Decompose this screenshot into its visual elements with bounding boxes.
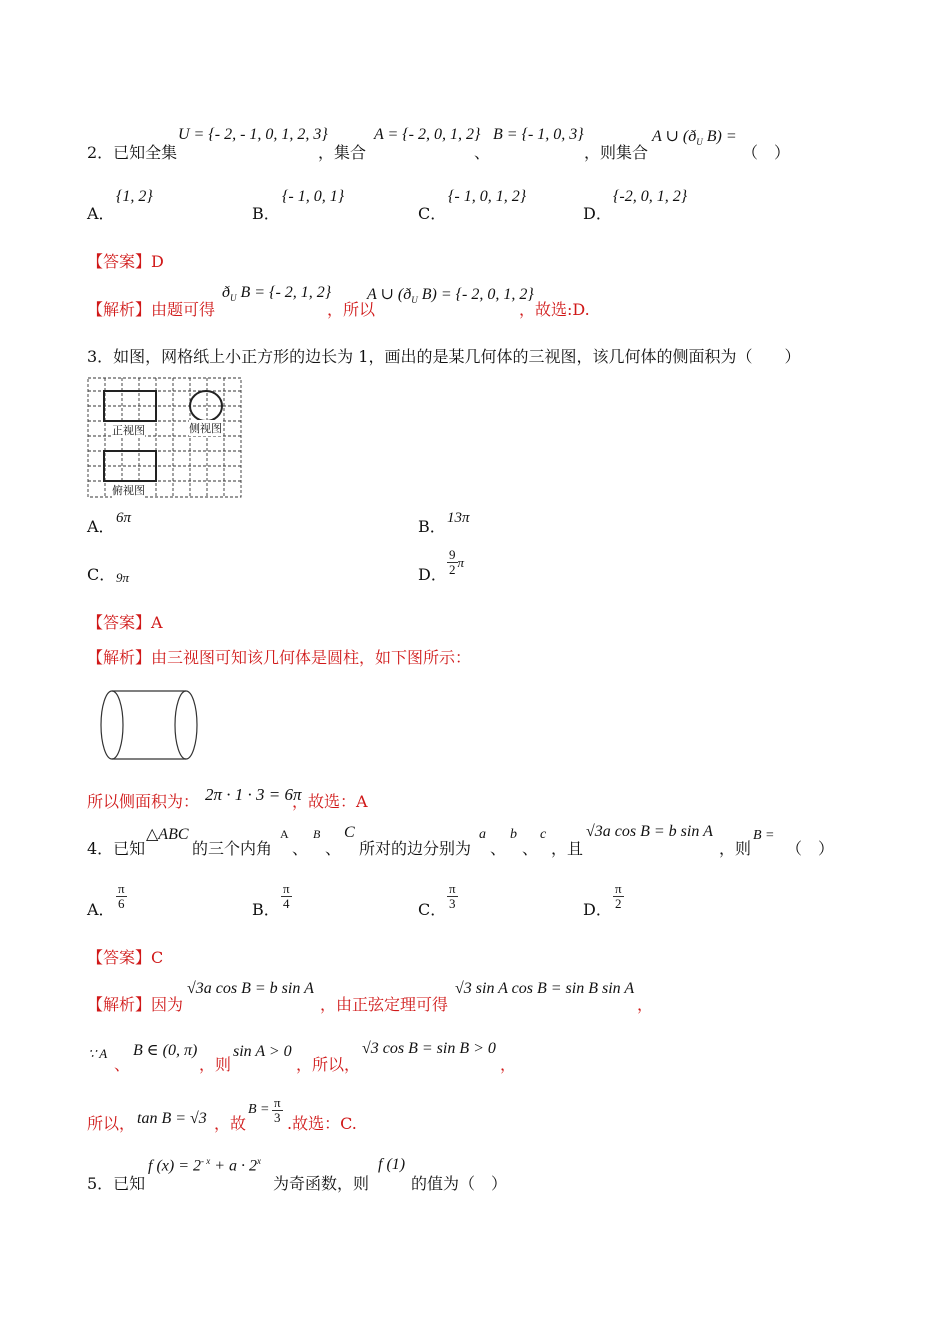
q4-text: ，则 xyxy=(199,1055,232,1074)
q2-expression: A ∪ ($ð_U$ B) = xyxy=(652,128,737,148)
q4-ask: B = xyxy=(753,828,775,843)
label-side-view: 侧视图 xyxy=(189,422,222,435)
q4-option-b-label: B． xyxy=(252,900,280,919)
q4-sep: 、 xyxy=(325,839,342,858)
q4-option-a-value: $\frac{\pi}{6}$ xyxy=(118,881,125,912)
q4-text: ，且 xyxy=(551,839,584,858)
q3-option-c-value: 9π xyxy=(116,570,130,585)
q3-analysis: 【解析】由三视图可知该几何体是圆柱，如下图所示： xyxy=(87,648,472,667)
q4-b-value: $\frac{\pi}{3}$ xyxy=(274,1095,281,1126)
q3-option-a-value: 6π xyxy=(116,510,132,526)
q4-sep: 、 xyxy=(490,839,507,858)
q4-angle-b: B xyxy=(313,827,321,841)
cylinder-right-face xyxy=(175,691,197,759)
q4-analysis-end: ， xyxy=(637,995,654,1014)
cylinder-left-face xyxy=(101,691,123,759)
q3-answer: 【答案】A xyxy=(87,613,163,632)
q4-cos-relation: √3 cos B = sin B > 0 xyxy=(362,1040,496,1057)
q4-side-b: b xyxy=(510,827,517,842)
q4-text: ，故 xyxy=(214,1114,247,1133)
q2-option-d-label: D． xyxy=(583,204,612,223)
q2-option-b-label: B． xyxy=(252,204,280,223)
q2-analysis-complement: $ð_U$ B = {- 2, 1, 2} xyxy=(222,284,332,304)
q2-option-d-value: {-2, 0, 1, 2} xyxy=(613,188,688,205)
q2-option-a-label: A． xyxy=(87,204,115,223)
q2-stem: 2．已知全集 xyxy=(87,143,178,162)
q2-option-a-value: {1, 2} xyxy=(116,188,153,205)
q3-conclusion-end: ，故选：A xyxy=(292,792,368,811)
q2-analysis-label: 【解析】由题可得 xyxy=(87,300,216,319)
q4-sin-a-positive: sin A > 0 xyxy=(233,1043,292,1060)
q4-analysis-label: 【解析】因为 xyxy=(87,995,184,1014)
q4-answer: 【答案】C xyxy=(87,948,164,967)
q4-range: B ∈ (0, π) xyxy=(133,1042,198,1059)
q4-option-a-label: A． xyxy=(87,900,115,919)
q4-stem: 4．已知 xyxy=(87,839,146,858)
q3-stem: 3．如图，网格纸上小正方形的边长为 1，画出的是某几何体的三视图，该几何体的侧面积为（ ） xyxy=(87,347,801,366)
q2-option-b-value: {- 1, 0, 1} xyxy=(282,188,345,205)
q4-conclusion: .故选：C. xyxy=(287,1114,357,1133)
q4-b-equals: B = xyxy=(248,1102,270,1117)
q2-analysis-union: A ∪ ($ð_U$ B) = {- 2, 0, 1, 2} xyxy=(367,286,534,306)
q4-triangle: △ABC xyxy=(146,826,189,843)
q4-text: 所对的边分别为 xyxy=(359,839,472,858)
q2-option-c-value: {- 1, 0, 1, 2} xyxy=(448,188,527,205)
q4-side-a: a xyxy=(479,827,486,842)
q4-text: 的三个内角 xyxy=(192,839,273,858)
q3-option-b-label: B． xyxy=(418,517,446,536)
q4-analysis-text: ，由正弦定理可得 xyxy=(320,995,449,1014)
q3-option-d-label: D． xyxy=(418,565,447,584)
q4-analysis-expr2: √3 sin A cos B = sin B sin A xyxy=(455,980,635,997)
q2-set-a: A = {- 2, 0, 1, 2} xyxy=(374,126,481,143)
q2-option-c-label: C． xyxy=(418,204,447,223)
q4-answer-paren: （ ） xyxy=(786,839,835,858)
q4-option-d-label: D． xyxy=(583,900,612,919)
q3-option-a-label: A． xyxy=(87,517,115,536)
q5-function: f $(x) = 2^{- x} + a \cdot 2^x$ xyxy=(148,1156,262,1175)
label-front-view: 正视图 xyxy=(112,424,145,437)
q2-analysis-text: ，所以 xyxy=(327,300,376,319)
q2-answer-paren: （ ） xyxy=(742,143,791,162)
q3-option-d-value: $\frac{9}{2}$ π xyxy=(449,547,465,578)
q2-text: ，则集合 xyxy=(584,143,649,162)
q5-stem: 5．已知 xyxy=(87,1174,146,1193)
cylinder-figure xyxy=(98,687,202,763)
q4-sep: 、 xyxy=(114,1055,131,1074)
q4-side-c: c xyxy=(540,827,547,842)
q4-option-d-value: $\frac{\pi}{2}$ xyxy=(615,881,622,912)
q4-angle-c: C xyxy=(344,824,355,841)
q5-text: 为奇函数，则 xyxy=(273,1174,370,1193)
q4-sep: 、 xyxy=(292,839,309,858)
q4-text: ，所以， xyxy=(296,1055,361,1074)
q4-option-c-value: $\frac{\pi}{3}$ xyxy=(449,881,456,912)
q2-answer: 【答案】D xyxy=(87,252,164,271)
q4-condition: √3a cos B = b sin A xyxy=(586,823,713,840)
q4-tan-b: tan B = √3 xyxy=(137,1110,207,1127)
q4-option-c-label: C． xyxy=(418,900,447,919)
q2-set-b: B = {- 1, 0, 3} xyxy=(493,126,584,143)
q2-analysis-end: ，故选:D. xyxy=(519,300,590,319)
q2-text: 、 xyxy=(474,143,491,162)
q5-text: 的值为（ ） xyxy=(411,1174,508,1193)
q2-text: ，集合 xyxy=(318,143,367,162)
q4-text: ， xyxy=(500,1055,517,1074)
q3-option-c-label: C． xyxy=(87,565,116,584)
q2-universal-set: U = {- 2, - 1, 0, 1, 2, 3} xyxy=(178,126,328,143)
q4-angle-a: A xyxy=(280,827,289,841)
label-top-view: 俯视图 xyxy=(112,484,145,497)
q5-f1: f (1) xyxy=(378,1156,406,1173)
q4-text: 所以， xyxy=(87,1114,136,1133)
q4-analysis-expr1: √3a cos B = b sin A xyxy=(187,980,314,997)
q4-because: ∵ A xyxy=(88,1046,108,1061)
three-view-figure xyxy=(87,377,243,499)
q4-text: ，则 xyxy=(719,839,752,858)
q4-sep: 、 xyxy=(522,839,539,858)
q3-conclusion-text: 所以侧面积为： xyxy=(87,792,200,811)
q4-option-b-value: $\frac{\pi}{4}$ xyxy=(283,881,290,912)
q3-conclusion-expr: 2π · 1 · 3 = 6π xyxy=(205,785,302,804)
q3-option-b-value: 13π xyxy=(447,510,470,526)
